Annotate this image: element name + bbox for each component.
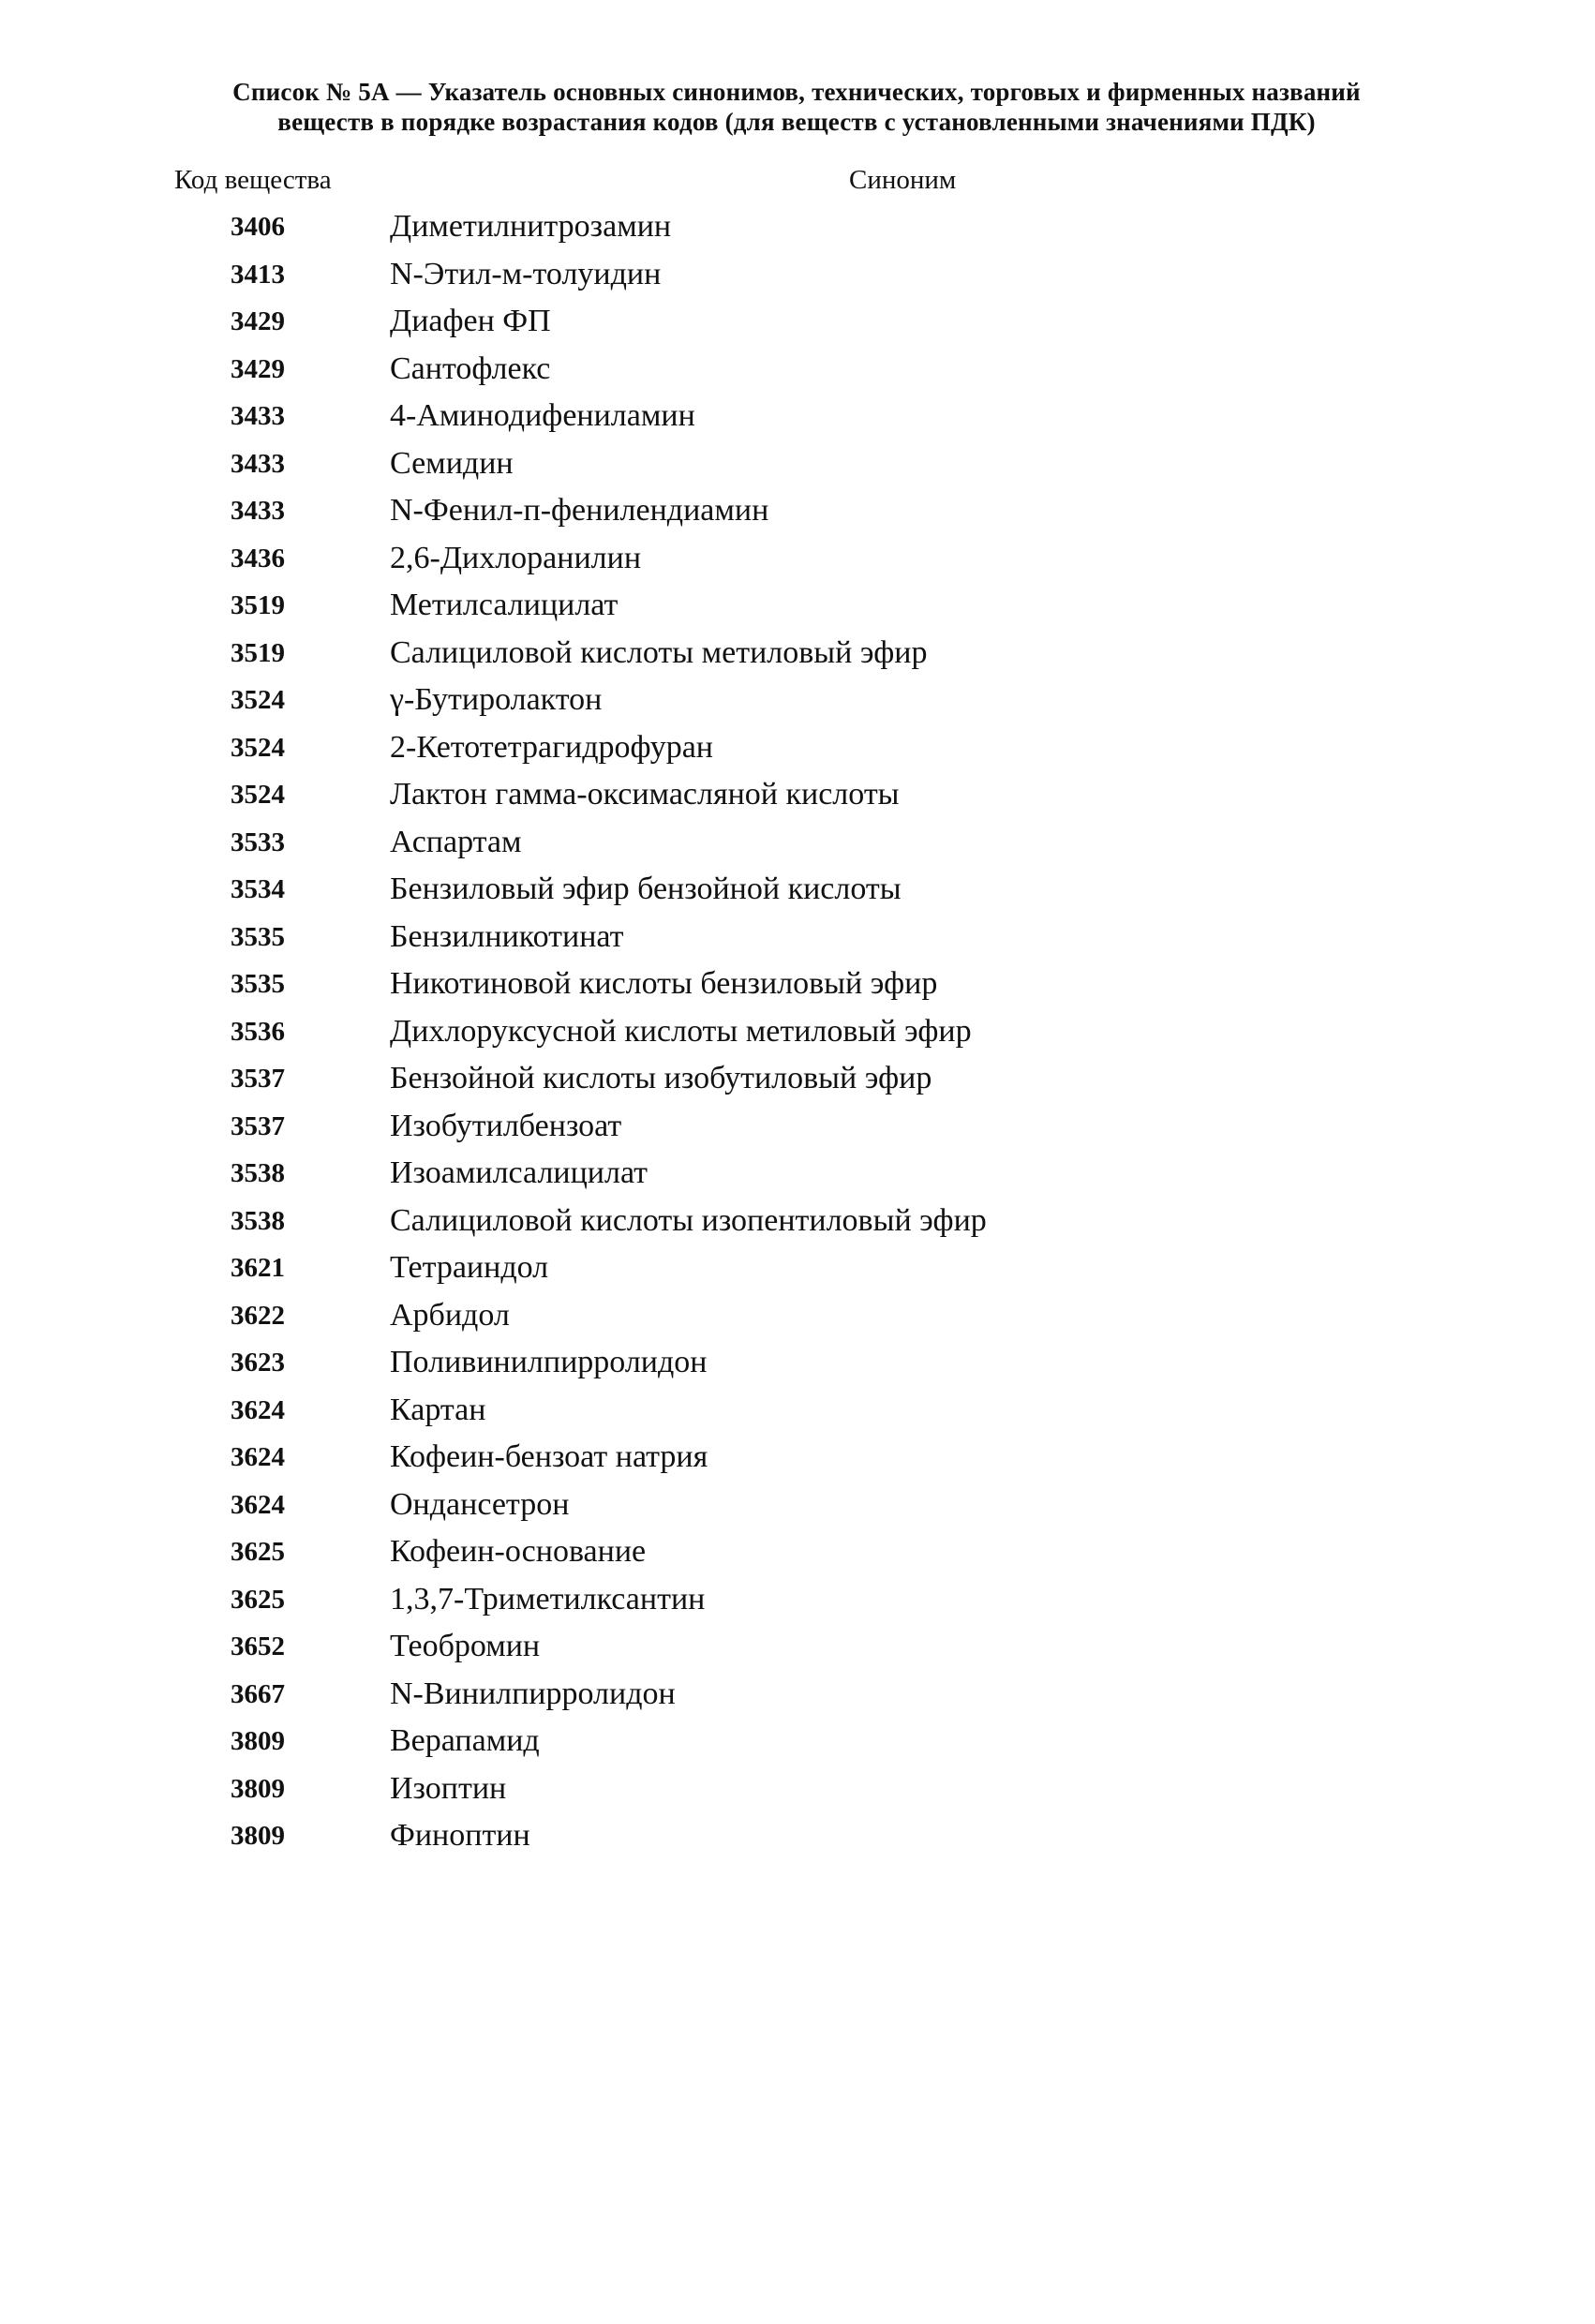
table-row — [0, 352, 1595, 400]
synonym-name: Финоптин — [390, 1818, 530, 1853]
table-row — [0, 1583, 1595, 1631]
table-row — [0, 1299, 1595, 1347]
substance-code: 3433 — [231, 401, 285, 431]
substance-code: 3429 — [231, 353, 285, 384]
substance-code: 3621 — [231, 1253, 285, 1283]
synonym-name: Бензиловый эфир бензойной кислоты — [390, 872, 902, 906]
table-row — [0, 636, 1595, 684]
title-line-2: веществ в порядке возрастания кодов (для веществ с установленными значениями ПДК) — [277, 108, 1316, 136]
substance-code: 3809 — [231, 1773, 285, 1804]
synonym-name: N-Винилпирролидон — [390, 1676, 676, 1711]
substance-code: 3622 — [231, 1300, 285, 1331]
synonym-name: Кофеин-основание — [390, 1534, 647, 1569]
table-row — [0, 258, 1595, 305]
column-header-code: Код вещества — [174, 165, 332, 195]
synonym-name: Никотиновой кислоты бензиловый эфир — [390, 966, 938, 1001]
synonym-name: Арбидол — [390, 1297, 510, 1333]
substance-code: 3624 — [231, 1394, 285, 1425]
substance-code: 3537 — [231, 1064, 285, 1094]
substance-code: 3524 — [231, 780, 285, 810]
table-row — [0, 1251, 1595, 1299]
substance-code: 3413 — [231, 259, 285, 290]
table-row — [0, 1440, 1595, 1488]
substance-code: 3433 — [231, 496, 285, 526]
substance-code: 3538 — [231, 1158, 285, 1188]
synonym-name: Салициловой кислоты изопентиловый эфир — [390, 1202, 987, 1238]
table-row — [0, 447, 1595, 495]
substance-code: 3429 — [231, 306, 285, 336]
table-row — [0, 1015, 1595, 1063]
substance-code: 3524 — [231, 685, 285, 715]
synonym-name: Ондансетрон — [390, 1486, 570, 1522]
table-row — [0, 1156, 1595, 1204]
synonym-name: Тетраиндол — [390, 1250, 549, 1285]
synonym-name: Аспартам — [390, 824, 522, 859]
substance-code: 3809 — [231, 1726, 285, 1756]
document-title — [141, 77, 1453, 137]
synonym-name: 4-Аминодифениламин — [390, 398, 695, 433]
table-row — [0, 967, 1595, 1015]
table-row — [0, 1772, 1595, 1820]
substance-code: 3406 — [231, 212, 285, 242]
synonym-name: 1,3,7-Триметилксантин — [390, 1581, 706, 1616]
substance-code: 3519 — [231, 637, 285, 668]
table-row — [0, 1488, 1595, 1536]
table-row — [0, 1110, 1595, 1157]
table-row — [0, 305, 1595, 352]
table-row — [0, 778, 1595, 826]
synonym-name: Теобромин — [390, 1629, 541, 1663]
table-row — [0, 1677, 1595, 1725]
substance-code: 3534 — [231, 874, 285, 904]
table-row — [0, 210, 1595, 258]
table-row — [0, 920, 1595, 968]
table-row — [0, 542, 1595, 589]
synonym-name: Верапамид — [390, 1723, 540, 1758]
substance-code: 3667 — [231, 1678, 285, 1709]
synonym-name: Салициловой кислоты метиловый эфир — [390, 634, 928, 670]
synonym-name: 2,6-Дихлоранилин — [390, 540, 642, 575]
synonym-name: Дихлоруксусной кислоты метиловый эфир — [390, 1013, 972, 1049]
substance-code: 3535 — [231, 969, 285, 999]
synonym-name: Изобутилбензоат — [390, 1108, 622, 1143]
table-row — [0, 1204, 1595, 1252]
synonym-name: 2-Кетотетрагидрофуран — [390, 729, 713, 765]
substance-code: 3625 — [231, 1584, 285, 1615]
substance-code: 3436 — [231, 543, 285, 574]
substance-code: 3536 — [231, 1016, 285, 1047]
synonym-name: Изоамилсалицилат — [390, 1155, 648, 1190]
substance-code: 3624 — [231, 1442, 285, 1472]
table-row — [0, 1819, 1595, 1867]
substance-code: 3809 — [231, 1821, 285, 1851]
synonym-name: Картан — [390, 1392, 486, 1427]
substance-code: 3535 — [231, 921, 285, 952]
substance-code: 3519 — [231, 590, 285, 620]
substance-code: 3538 — [231, 1205, 285, 1236]
synonym-name: Кофеин-бензоат натрия — [390, 1439, 708, 1474]
synonym-name: Сантофлекс — [390, 350, 551, 386]
substance-code: 3524 — [231, 732, 285, 763]
synonym-name: Диметилнитрозамин — [390, 209, 672, 244]
synonym-name: Диафен ФП — [390, 304, 551, 338]
synonym-name: N-Фенил-п-фенилендиамин — [390, 493, 769, 528]
synonym-name: Лактон гамма-оксимасляной кислоты — [390, 777, 900, 812]
column-header-synonym: Синоним — [849, 165, 957, 195]
substance-code: 3625 — [231, 1537, 285, 1567]
synonym-name: Бензилникотинат — [390, 918, 624, 954]
table-row — [0, 1062, 1595, 1110]
synonym-table — [0, 210, 1595, 1867]
table-row — [0, 1393, 1595, 1441]
substance-code: 3623 — [231, 1348, 285, 1378]
synonym-name: Изоптин — [390, 1770, 507, 1806]
substance-code: 3433 — [231, 448, 285, 479]
table-row — [0, 399, 1595, 447]
substance-code: 3624 — [231, 1489, 285, 1520]
table-row — [0, 588, 1595, 636]
table-row — [0, 683, 1595, 731]
synonym-name: Метилсалицилат — [390, 588, 619, 622]
title-line-1: Список № 5А — Указатель основных синонимов, технических, торговых и фирменных названий — [232, 78, 1361, 106]
synonym-name: γ-Бутиролактон — [390, 682, 603, 717]
table-row — [0, 494, 1595, 542]
synonym-name: Семидин — [390, 445, 514, 481]
table-row — [0, 1535, 1595, 1583]
table-row — [0, 1724, 1595, 1772]
substance-code: 3533 — [231, 827, 285, 857]
substance-code: 3537 — [231, 1110, 285, 1141]
table-row — [0, 826, 1595, 873]
table-row — [0, 872, 1595, 920]
substance-code: 3652 — [231, 1631, 285, 1661]
table-row — [0, 1346, 1595, 1393]
synonym-name: Бензойной кислоты изобутиловый эфир — [390, 1061, 932, 1095]
synonym-name: Поливинилпирролидон — [390, 1345, 708, 1379]
table-row — [0, 731, 1595, 779]
synonym-name: N-Этил-м-толуидин — [390, 256, 662, 291]
table-row — [0, 1630, 1595, 1677]
